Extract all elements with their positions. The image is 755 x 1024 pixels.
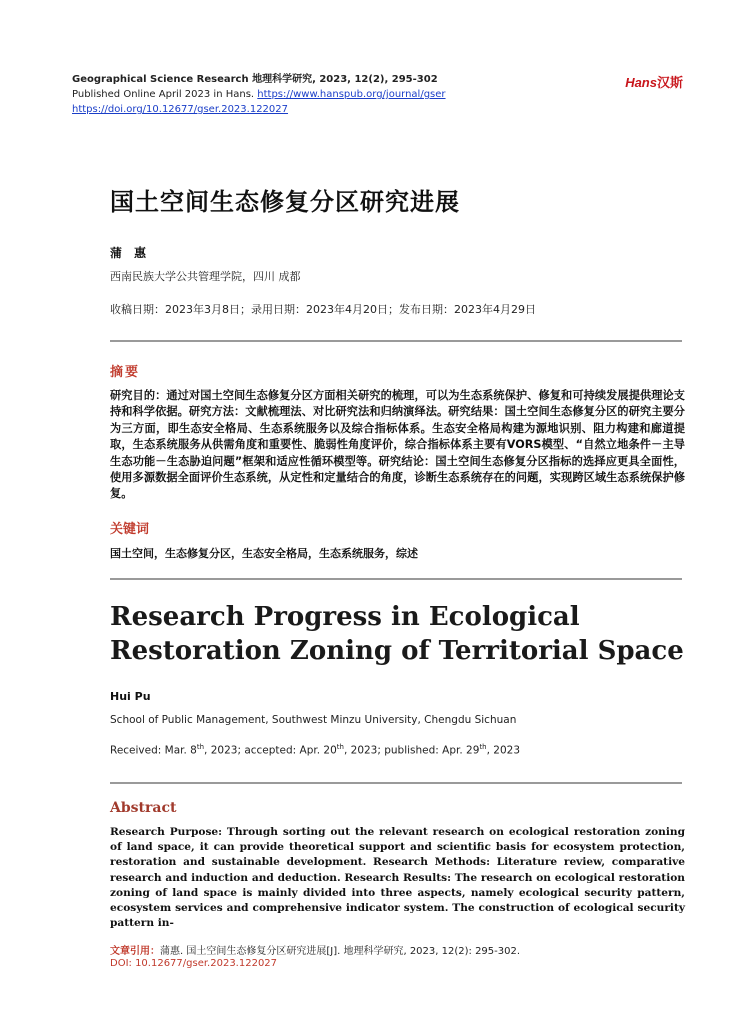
citation-doi: DOI: 10.12677/gser.2023.122027 xyxy=(110,958,278,969)
doi-url-link[interactable]: https://doi.org/10.12677/gser.2023.122027 xyxy=(72,104,289,115)
journal-header xyxy=(72,72,446,117)
cn-abstract-heading: 摘要 xyxy=(110,365,141,380)
en-abstract-heading: Abstract xyxy=(110,800,177,816)
logo-latin: Hans xyxy=(625,75,657,90)
journal-citation: Geographical Science Research 地理科学研究, 2023, 12(2), 295-302 xyxy=(72,74,438,85)
logo-cn: 汉斯 xyxy=(656,76,683,91)
en-author: Hui Pu xyxy=(110,690,151,703)
divider xyxy=(110,782,682,784)
en-affiliation: School of Public Management, Southwest Minzu University, Chengdu Sichuan xyxy=(110,714,517,726)
cn-keywords: 国土空间，生态修复分区，生态安全格局，生态系统服务，综述 xyxy=(110,547,418,560)
cn-author: 蒲惠 xyxy=(110,246,159,260)
cn-keywords-heading: 关键词 xyxy=(110,522,150,537)
divider xyxy=(110,340,682,342)
divider xyxy=(110,578,682,580)
cn-abstract: 研究目的：通过对国土空间生态修复分区方面相关研究的梳理，可以为生态系统保护、修复和可持续发展提供理论支持和科学依据。研究方法：文献梳理法、对比研究法和归纳演绎法。研究结果：国土空间生态修复分区的研究主要分为三方面，即生态安全格局、生态系统服务以及综合指标体系。生态安全格局构建为源地识别、阻力构建和廊道提取，生态系统服务从供需角度和重要性、脆弱性角度评价，综合指标体系主要有VORS模型、“自然立地条件－主导生态功能－生态胁迫问题”框架和适应性循环模型等。研究结论：国土空间生态修复分区指标的选择应更具全面性，使用多源数据全面评价生态系统，从定性和定量结合的角度，诊断生态系统存在的问题，实现跨区域生态系统保护修复。 xyxy=(110,389,685,501)
published-online: Published Online April 2023 in Hans. xyxy=(72,89,258,100)
citation-text: 蒲惠. 国土空间生态修复分区研究进展[J]. 地理科学研究, 2023, 12(2): 295-302. xyxy=(160,946,521,957)
citation-label: 文章引用： xyxy=(110,946,160,957)
en-abstract: Research Purpose: Through sorting out the relevant research on ecological restoration zoning of land space, it can provide theoretical support and scientific basis for ecosystem protection, restoration and sustainable development. Research Methods: Literature review, comparative research and induction and deduction. Research Results: The research on ecological restoration zoning of land space is mainly divided into three aspects, namely ecological security pattern, ecosystem services and comprehensive indicator system. The construction of ecological security pattern in- xyxy=(110,826,685,930)
cn-title: 国土空间生态修复分区研究进展 xyxy=(110,188,460,216)
citation xyxy=(110,942,520,957)
en-dates: Received: Mar. 8th, 2023; accepted: Apr. 20th, 2023; published: Apr. 29th, 2023 xyxy=(110,743,521,757)
journal-url-link[interactable]: https://www.hanspub.org/journal/gser xyxy=(257,89,446,100)
en-title: Research Progress in Ecological Restoration Zoning of Territorial Space xyxy=(110,602,684,666)
cn-affiliation: 西南民族大学公共管理学院，四川 成都 xyxy=(110,270,301,283)
hans-logo xyxy=(625,72,683,91)
cn-dates: 收稿日期：2023年3月8日；录用日期：2023年4月20日；发布日期：2023年4月29日 xyxy=(110,303,536,316)
